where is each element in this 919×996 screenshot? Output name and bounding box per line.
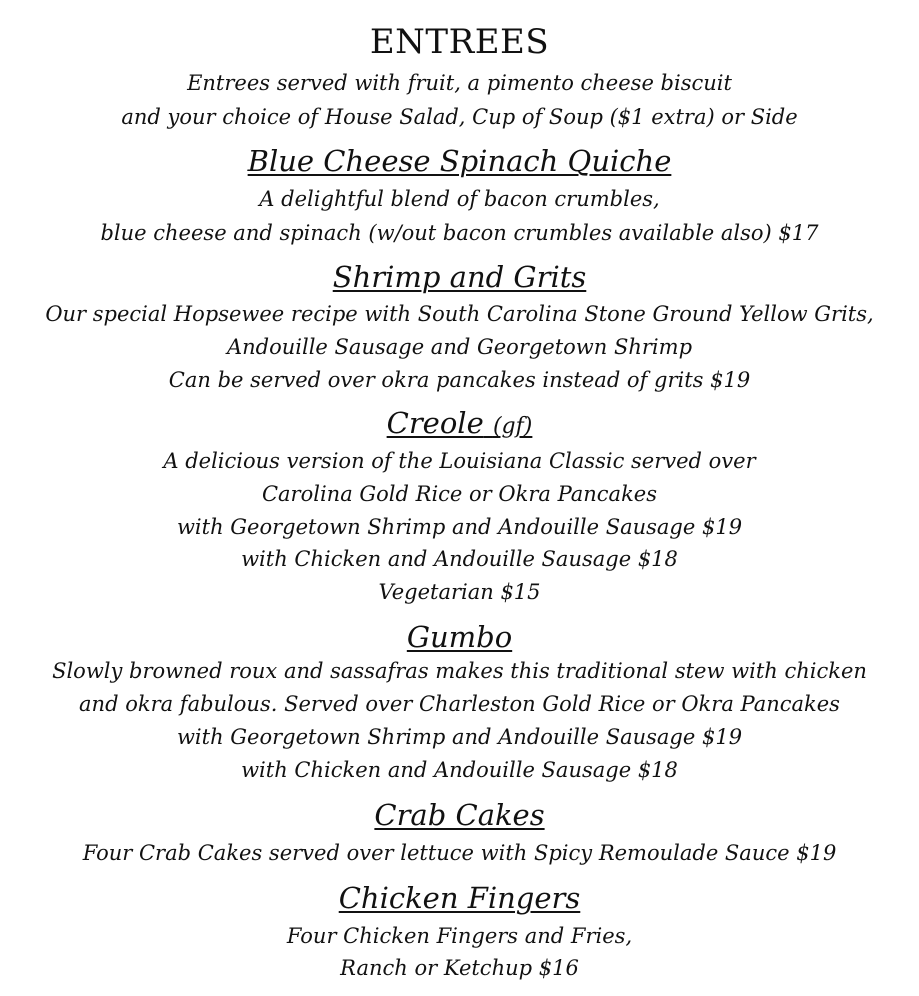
gluten-free-note: (gf) xyxy=(492,414,533,439)
section-heading-label: Blue Cheese Spinach Quiche xyxy=(247,144,672,178)
section-heading-creole xyxy=(0,405,919,445)
description-line: Slowly browned roux and sassafras makes this traditional stew with chicken xyxy=(52,659,867,683)
section-heading-shrimp-and-grits xyxy=(0,259,919,295)
description-line: Carolina Gold Rice or Okra Pancakes xyxy=(261,482,658,506)
section-heading-gumbo xyxy=(0,619,919,655)
description-line: Can be served over okra pancakes instead of grits $19 xyxy=(168,368,751,392)
description-line: with Chicken and Andouille Sausage $18 xyxy=(241,547,678,571)
description-line: Our special Hopsewee recipe with South Carolina Stone Ground Yellow Grits, xyxy=(45,302,874,326)
section-heading-label: Crab Cakes xyxy=(374,798,545,832)
section-heading-label: Gumbo xyxy=(406,620,513,654)
section-heading-chicken-fingers xyxy=(0,880,919,916)
section-heading-label: Creole xyxy=(386,406,484,440)
section-heading-label: Chicken Fingers xyxy=(338,881,581,915)
description-line: A delicious version of the Louisiana Classic served over xyxy=(163,449,756,473)
description-line: Vegetarian $15 xyxy=(378,580,541,604)
description-line: Four Chicken Fingers and Fries, xyxy=(286,924,633,948)
section-heading-quiche xyxy=(0,143,919,179)
description-line: blue cheese and spinach (w/out bacon crumbles available also) $17 xyxy=(100,221,819,245)
menu-title: ENTREES xyxy=(369,22,550,62)
intro-line: Entrees served with fruit, a pimento cheese biscuit xyxy=(187,71,732,95)
intro-line: and your choice of House Salad, Cup of Soup ($1 extra) or Side xyxy=(121,105,798,129)
description-line: Four Crab Cakes served over lettuce with Spicy Remoulade Sauce $19 xyxy=(82,841,837,865)
description-line: Ranch or Ketchup $16 xyxy=(340,956,579,980)
description-line: with Chicken and Andouille Sausage $18 xyxy=(241,758,678,782)
description-line: with Georgetown Shrimp and Andouille Sausage $19 xyxy=(176,725,743,749)
section-heading-label: Shrimp and Grits xyxy=(332,260,587,294)
description-line: with Georgetown Shrimp and Andouille Sausage $19 xyxy=(176,515,743,539)
description-line: and okra fabulous. Served over Charleston Gold Rice or Okra Pancakes xyxy=(79,692,840,716)
description-line: A delightful blend of bacon crumbles, xyxy=(259,187,660,211)
section-heading-crab-cakes xyxy=(0,797,919,833)
description-line: Andouille Sausage and Georgetown Shrimp xyxy=(226,335,693,359)
